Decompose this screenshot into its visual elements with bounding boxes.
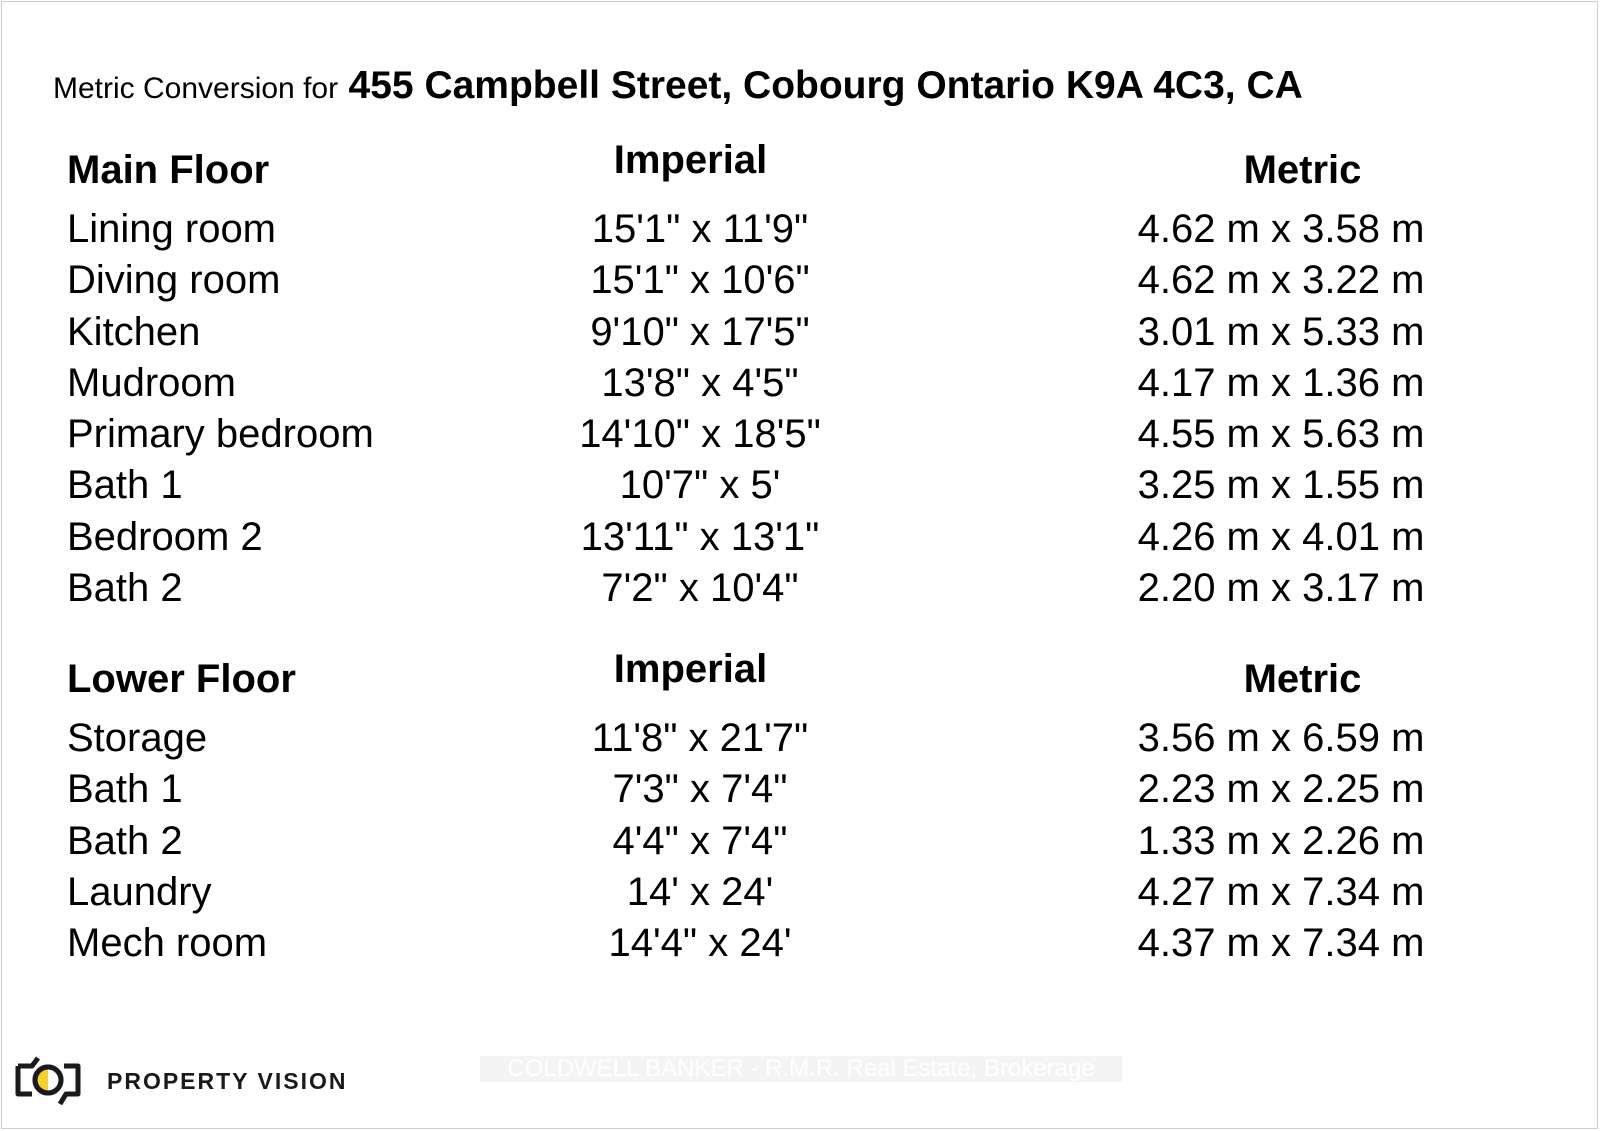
room-name: Storage	[67, 716, 208, 760]
title-address: 455 Campbell Street, Cobourg Ontario K9A 4C3, CA	[348, 64, 1303, 107]
room-metric: 2.23 m x 2.25 m	[1137, 767, 1425, 812]
room-metric: 2.20 m x 3.17 m	[1137, 566, 1425, 611]
room-imperial: 14' x 24'	[626, 869, 774, 914]
room-imperial: 13'11" x 13'1"	[580, 514, 820, 559]
room-name: Primary bedroom	[67, 412, 374, 457]
title-prefix: Metric Conversion for	[53, 72, 339, 105]
room-metric: 1.33 m x 2.26 m	[1137, 818, 1425, 863]
room-row	[0, 309, 1600, 363]
room-imperial: 9'10" x 17'5"	[590, 309, 810, 354]
floor-heading: Main Floor	[67, 148, 270, 192]
imperial-column-heading: Imperial	[613, 138, 768, 182]
room-metric: 4.62 m x 3.58 m	[1137, 207, 1425, 251]
room-imperial: 11'8" x 21'7"	[591, 716, 809, 760]
room-metric: 3.56 m x 6.59 m	[1137, 716, 1425, 760]
brokerage-watermark: COLDWELL BANKER - R.M.R. Real Estate, Brokerage	[480, 1056, 1122, 1082]
room-metric: 4.26 m x 4.01 m	[1137, 514, 1425, 559]
room-name: Kitchen	[67, 309, 201, 354]
room-row	[0, 414, 1600, 465]
room-imperial: 10'7" x 5'	[619, 463, 781, 508]
room-row	[0, 718, 1600, 769]
logo-text: PROPERTY VISION	[107, 1068, 348, 1094]
room-name: Mudroom	[67, 360, 236, 405]
room-name: Laundry	[67, 869, 212, 914]
metric-column-heading: Metric	[1243, 148, 1362, 192]
room-imperial: 7'2" x 10'4"	[601, 566, 799, 611]
room-imperial: 13'8" x 4'5"	[601, 360, 799, 405]
room-list	[0, 209, 1600, 619]
room-row	[0, 514, 1600, 568]
room-imperial: 14'4" x 24'	[608, 921, 792, 966]
page-title	[53, 66, 1303, 105]
room-name: Diving room	[67, 258, 281, 303]
room-row	[0, 209, 1600, 260]
room-metric: 4.17 m x 1.36 m	[1137, 360, 1425, 405]
metric-column-heading: Metric	[1243, 657, 1362, 701]
room-row	[0, 260, 1600, 311]
room-name: Mech room	[67, 921, 268, 966]
room-row	[0, 869, 1600, 923]
room-metric: 4.37 m x 7.34 m	[1137, 921, 1425, 966]
room-imperial: 15'1" x 11'9"	[591, 207, 809, 251]
room-name: Bath 2	[67, 818, 183, 863]
floor-heading: Lower Floor	[67, 657, 296, 701]
room-metric: 4.55 m x 5.63 m	[1137, 412, 1425, 457]
room-metric: 3.25 m x 1.55 m	[1137, 463, 1425, 508]
room-row	[0, 923, 1600, 974]
room-list	[0, 718, 1600, 974]
room-imperial: 15'1" x 10'6"	[590, 258, 810, 303]
room-metric: 4.62 m x 3.22 m	[1137, 258, 1425, 303]
imperial-column-heading: Imperial	[613, 647, 768, 691]
room-imperial: 4'4" x 7'4"	[612, 818, 788, 863]
room-metric: 4.27 m x 7.34 m	[1137, 869, 1425, 914]
room-name: Lining room	[67, 207, 277, 251]
room-imperial: 7'3" x 7'4"	[612, 767, 788, 812]
camera-aperture-icon	[14, 1048, 84, 1112]
room-imperial: 14'10" x 18'5"	[579, 412, 821, 457]
room-row	[0, 465, 1600, 516]
room-row	[0, 360, 1600, 414]
room-name: Bath 2	[67, 566, 183, 611]
room-row	[0, 818, 1600, 872]
room-row	[0, 568, 1600, 619]
room-name: Bath 1	[67, 767, 183, 812]
room-name: Bath 1	[67, 463, 183, 508]
room-metric: 3.01 m x 5.33 m	[1137, 309, 1425, 354]
room-row	[0, 769, 1600, 820]
room-name: Bedroom 2	[67, 514, 263, 559]
